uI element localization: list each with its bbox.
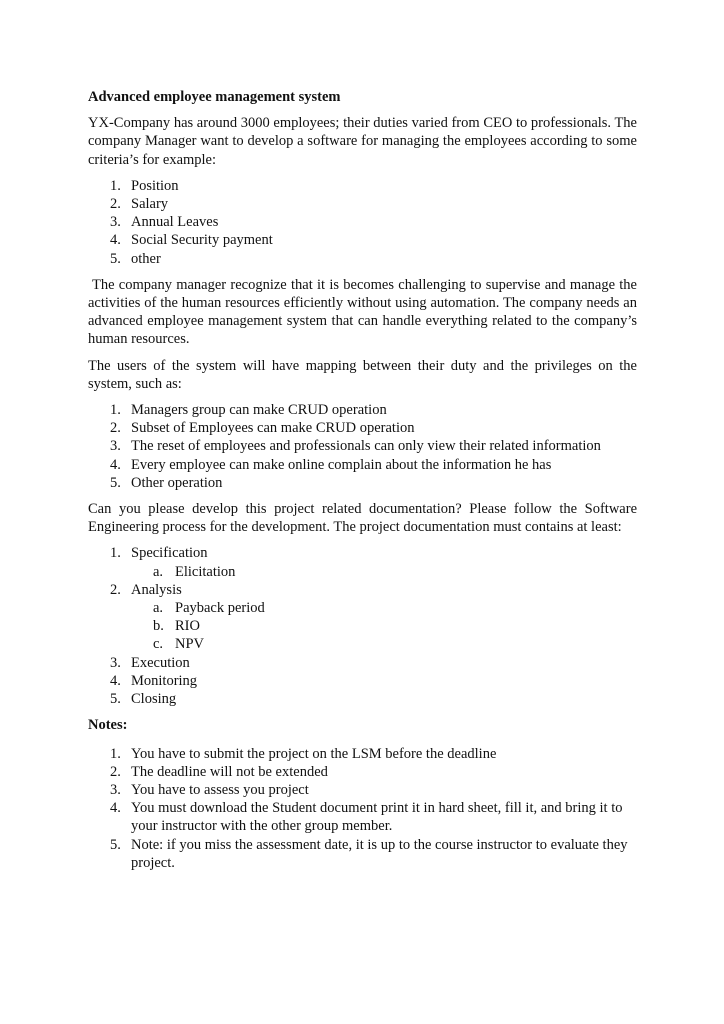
list-number: 3. [110, 654, 121, 671]
list-item-text: Other operation [131, 474, 223, 491]
list-number: 2. [110, 763, 121, 780]
list-number: 3. [110, 214, 121, 231]
list-number: 3. [110, 781, 121, 798]
list-number: c. [153, 636, 164, 653]
list-number: 3. [110, 438, 121, 455]
list-item-text: Position [131, 177, 179, 194]
list-number: 4. [110, 232, 121, 249]
list-item-text: Social Security payment [131, 232, 273, 249]
list-item [88, 213, 637, 231]
sub-list-item [88, 635, 637, 653]
privileges-list [88, 401, 637, 492]
sub-list-item [88, 617, 637, 635]
list-number: 5. [110, 250, 121, 267]
list-number: 5. [110, 836, 121, 853]
list-item-text: Specification [131, 545, 208, 562]
list-item [88, 195, 637, 213]
document-title: Advanced employee management system [88, 89, 341, 105]
documentation-list [88, 544, 637, 708]
list-number: 4. [110, 672, 121, 689]
request-paragraph: Can you please develop this project related documentation? Please follow the Software Engineering process for the development. The project documentation must contains at least: [88, 501, 637, 536]
list-item [88, 581, 637, 654]
list-number: 2. [110, 581, 121, 598]
list-item [88, 231, 637, 249]
list-item-text: Subset of Employees can make CRUD operation [131, 420, 415, 437]
list-item [88, 799, 637, 835]
list-item-text: You have to submit the project on the LSM before the deadline [131, 745, 497, 762]
list-item [88, 456, 637, 474]
list-item [88, 177, 637, 195]
list-item-text: RIO [175, 618, 200, 635]
list-item-text: The deadline will not be extended [131, 763, 328, 780]
list-item [88, 474, 637, 492]
list-item-text: Execution [131, 654, 190, 671]
list-number: 2. [110, 196, 121, 213]
context-paragraph: The company manager recognize that it is becomes challenging to supervise and manage the activities of the human resources efficiently without using automation. The company needs an advanced employee management system that can handle everything related to the company’s human resources. [88, 276, 637, 348]
list-item [88, 401, 637, 419]
sub-list-item [88, 599, 637, 617]
list-item-text: Annual Leaves [131, 214, 219, 231]
list-number: 1. [110, 402, 121, 419]
list-number: 5. [110, 474, 121, 491]
sub-list [131, 563, 637, 581]
sub-list [131, 599, 637, 654]
list-number: a. [153, 563, 164, 580]
list-item-text: Note: if you miss the assessment date, it is up to the course instructor to evaluate they project. [131, 836, 628, 871]
intro-paragraph: YX-Company has around 3000 employees; their duties varied from CEO to professionals. The company Manager want to develop a software for managing the employees according to some criteria’s for example: [88, 115, 637, 168]
list-number: 2. [110, 420, 121, 437]
criteria-list [88, 177, 637, 268]
users-paragraph: The users of the system will have mapping between their duty and the privileges on the system, such as: [88, 357, 637, 392]
list-item-text: Managers group can make CRUD operation [131, 402, 387, 419]
list-item [88, 836, 637, 872]
list-item-text: Every employee can make online complain about the information he has [131, 456, 552, 473]
notes-heading: Notes: [88, 717, 128, 734]
list-item [88, 690, 637, 708]
list-item [88, 654, 637, 672]
list-number: b. [153, 618, 164, 635]
list-number: 1. [110, 545, 121, 562]
list-number: a. [153, 600, 164, 617]
list-item-text: Monitoring [131, 672, 198, 689]
list-number: 1. [110, 177, 121, 194]
list-item [88, 419, 637, 437]
list-item [88, 437, 637, 455]
document-page [88, 88, 637, 880]
list-item-text: Salary [131, 196, 169, 213]
list-number: 4. [110, 800, 121, 817]
list-number: 1. [110, 745, 121, 762]
list-item-text: You must download the Student document print it in hard sheet, fill it, and bring it to your instructor with the other group member. [131, 800, 623, 835]
list-item-text: NPV [175, 636, 205, 653]
list-item-text: The reset of employees and professionals can only view their related information [131, 438, 601, 455]
list-item-text: Analysis [131, 581, 182, 598]
list-number: 4. [110, 456, 121, 473]
list-item [88, 763, 637, 781]
list-item-text: You have to assess you project [131, 781, 309, 798]
list-item-text: Payback period [175, 600, 265, 617]
list-item [88, 745, 637, 763]
list-item-text: other [131, 250, 161, 267]
notes-list [88, 745, 637, 872]
list-number: 5. [110, 691, 121, 708]
list-item-text: Closing [131, 691, 177, 708]
list-item [88, 544, 637, 580]
list-item [88, 672, 637, 690]
list-item-text: Elicitation [175, 563, 236, 580]
list-item [88, 781, 637, 799]
list-item [88, 250, 637, 268]
sub-list-item [88, 563, 637, 581]
